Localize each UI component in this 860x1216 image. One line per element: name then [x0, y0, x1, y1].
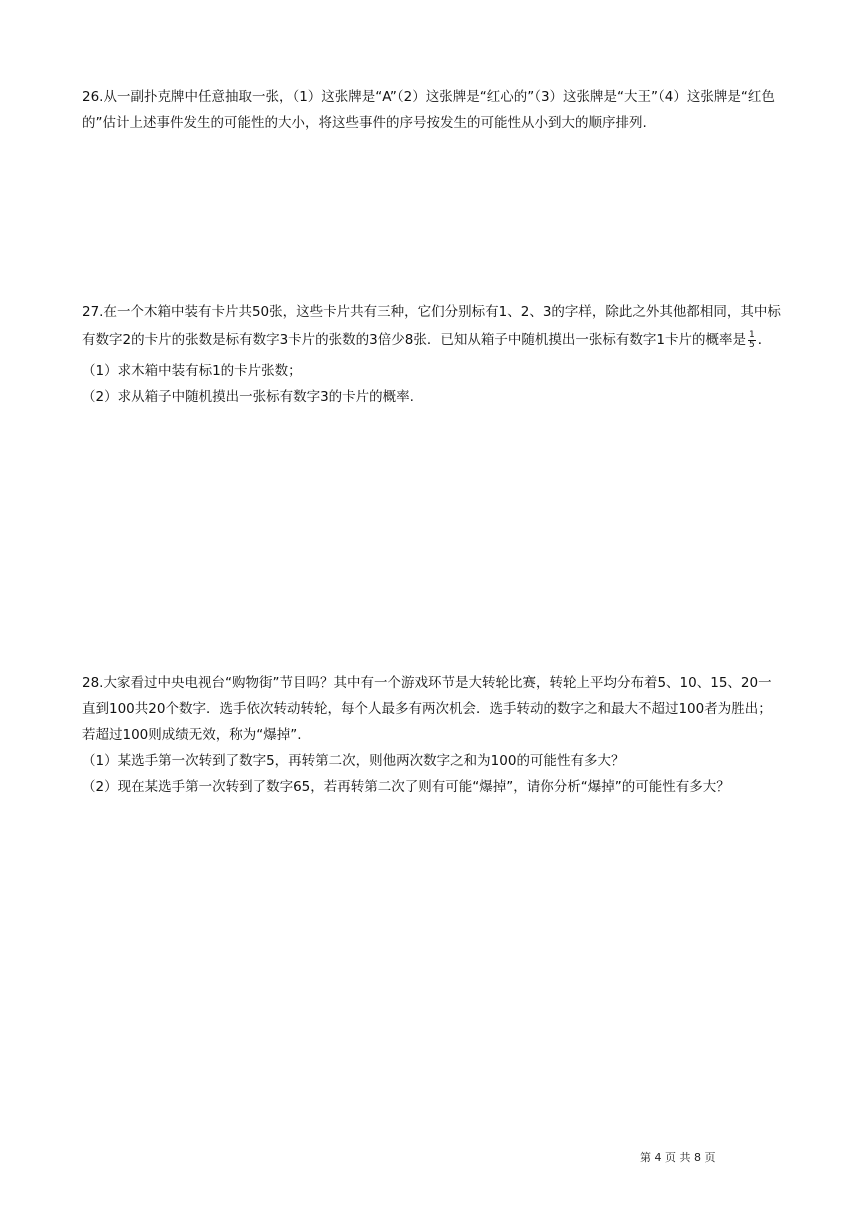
question-26: [82, 84, 782, 136]
question-28-stem: 28.大家看过中央电视台“购物街”节目吗？其中有一个游戏环节是大转轮比赛，转轮上平均分布着5、10、15、20一直到100共20个数字．选手依次转动转轮，每个人最多有两次机会．选手转动的数字之和最大不超过100者为胜出；若超过100则成绩无效，称为“爆掉”.: [82, 675, 772, 743]
question-27-part-1: （1）求木箱中装有标1的卡片张数；: [82, 363, 302, 379]
question-28-part-1: （1）某选手第一次转到了数字5，再转第二次，则他两次数字之和为100的可能性有多大？: [82, 753, 625, 769]
question-28-part-2: （2）现在某选手第一次转到了数字65，若再转第二次了则有可能“爆掉”，请你分析“爆掉”的可能性有多大？: [82, 779, 730, 795]
question-27-text-end: ．: [757, 332, 772, 348]
fraction-one-fifth: [748, 331, 756, 350]
question-27-part-2: （2）求从箱子中随机摸出一张标有数字3的卡片的概率.: [82, 389, 414, 405]
question-28: [82, 670, 782, 800]
question-27-text: 27.在一个木箱中装有卡片共50张，这些卡片共有三种，它们分别标有1、2、3的字样，除此之外其他都相同，其中标有数字2的卡片的张数是标有数字3卡片的张数的3倍少8张．已知从箱子中随机摸出一张标有数字1卡片的概率是: [82, 304, 781, 348]
question-27-stem: [82, 298, 782, 354]
fraction-numerator: 1: [748, 329, 755, 340]
page-number-footer: 第 4 页 共 8 页: [640, 1151, 716, 1164]
fraction-denominator: 5: [748, 339, 755, 350]
question-27: [82, 298, 782, 410]
question-26-text: 26.从一副扑克牌中任意抽取一张，（1）这张牌是“A”（2）这张牌是“红心的”（3）这张牌是“大王”（4）这张牌是“红色的”估计上述事件发生的可能性的大小，将这些事件的序号按发生的可能性从小到大的顺序排列.: [82, 89, 775, 131]
